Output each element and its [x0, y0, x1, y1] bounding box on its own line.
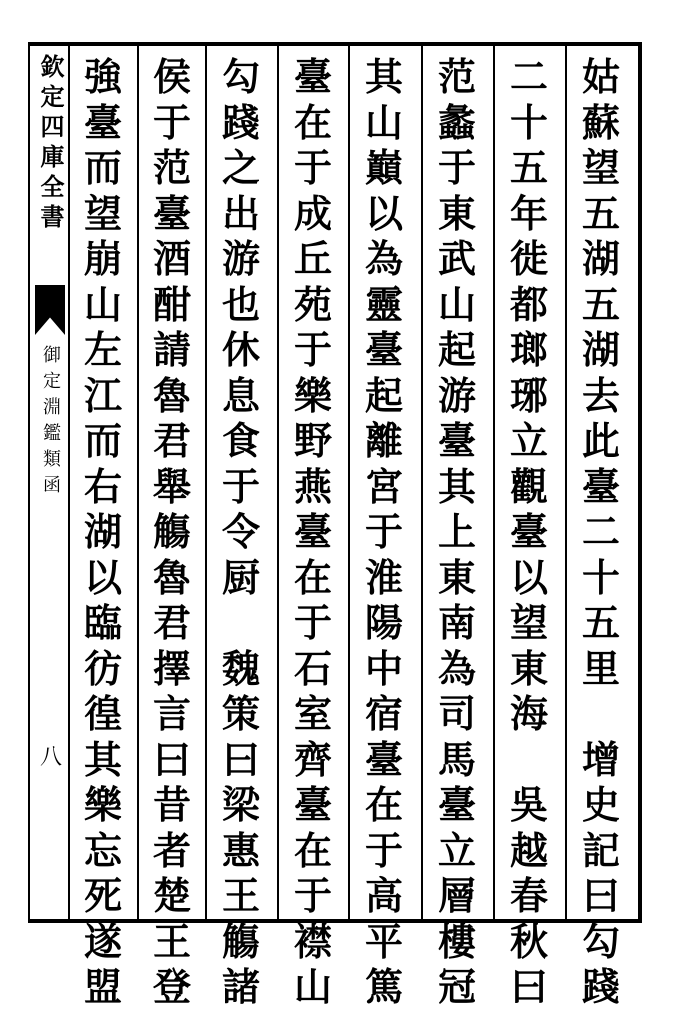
character: 五: [581, 281, 620, 327]
character: 野: [293, 418, 332, 463]
character: 司: [437, 691, 476, 736]
character: 樂: [293, 372, 332, 418]
character: 在: [293, 554, 332, 600]
character: 篤: [364, 964, 403, 1009]
character: 中: [364, 645, 403, 691]
text-column: [426, 54, 488, 1010]
character: 記: [581, 827, 620, 873]
column-rule: [205, 46, 207, 919]
column-rule: [277, 46, 279, 919]
character: 湖: [581, 236, 620, 281]
character: 王: [221, 873, 260, 918]
character: 望: [581, 145, 620, 190]
character: 丘: [293, 236, 332, 281]
column-rule: [493, 46, 495, 919]
character: 在: [364, 782, 403, 827]
character: 酒: [152, 236, 191, 281]
character: 觴: [152, 509, 191, 554]
character: 強: [83, 54, 122, 99]
character: 者: [152, 827, 191, 873]
column-rule: [421, 46, 423, 919]
character: 息: [221, 372, 260, 418]
character: 魯: [152, 554, 191, 600]
character: 陽: [364, 600, 403, 645]
character: 靈: [364, 281, 403, 327]
margin-title-text: 欽定四庫全書: [36, 54, 65, 234]
character: 宮: [364, 463, 403, 509]
character: 東: [437, 190, 476, 236]
character: 蠡: [437, 99, 476, 145]
character: 冠: [437, 964, 476, 1009]
column-rule: [137, 46, 139, 919]
character: 踐: [221, 99, 260, 145]
character: 秋: [509, 918, 548, 964]
character: 彷: [83, 645, 122, 691]
character: 春: [509, 873, 548, 918]
character: 去: [581, 372, 620, 418]
character: 二: [581, 509, 620, 554]
character: 曰: [152, 736, 191, 782]
column-gap: [219, 600, 263, 646]
character: 舉: [152, 463, 191, 509]
frame-top-border: [28, 42, 642, 46]
character: 于: [293, 600, 332, 645]
character: 武: [437, 236, 476, 281]
character: 五: [581, 600, 620, 645]
character: 魯: [152, 372, 191, 418]
margin-subtitle-text: 御定淵鑑類函: [40, 345, 61, 501]
character: 海: [509, 691, 548, 736]
character: 厨: [221, 554, 260, 600]
character: 臺: [364, 327, 403, 372]
character: 君: [152, 418, 191, 463]
character: 平: [364, 918, 403, 964]
character: 于: [364, 509, 403, 554]
character: 崩: [83, 236, 122, 281]
character: 十: [509, 99, 548, 145]
margin-book-title: [34, 54, 66, 234]
character: 臺: [364, 736, 403, 782]
character: 立: [509, 418, 548, 463]
character: 為: [364, 236, 403, 281]
character: 也: [221, 281, 260, 327]
character: 馬: [437, 736, 476, 782]
character: 室: [293, 691, 332, 736]
character: 史: [581, 782, 620, 827]
character: 成: [293, 190, 332, 236]
text-column: [353, 54, 415, 1010]
character: 王: [152, 918, 191, 964]
character: 山: [364, 99, 403, 145]
character: 其: [437, 463, 476, 509]
character: 以: [509, 554, 548, 600]
column-gap: [507, 737, 551, 783]
margin-subtitle: [36, 345, 64, 501]
character: 左: [83, 327, 122, 372]
column-rule: [565, 46, 567, 919]
character: 五: [509, 145, 548, 190]
character: 淮: [364, 554, 403, 600]
character: 山: [293, 964, 332, 1009]
character: 觀: [509, 463, 548, 509]
character: 昔: [152, 782, 191, 827]
character: 起: [364, 372, 403, 418]
character: 于: [364, 827, 403, 873]
character: 瑯: [509, 327, 548, 372]
character: 令: [221, 509, 260, 554]
character: 曰: [509, 964, 548, 1009]
character: 琊: [509, 372, 548, 418]
character: 楚: [152, 873, 191, 918]
character: 于: [293, 873, 332, 918]
character: 此: [581, 418, 620, 463]
character: 惠: [221, 827, 260, 873]
character: 其: [83, 736, 122, 782]
character: 南: [437, 600, 476, 645]
character: 宿: [364, 691, 403, 736]
text-column: [210, 54, 272, 1010]
character: 增: [581, 736, 620, 782]
text-column: [72, 54, 134, 1010]
character: 五: [581, 190, 620, 236]
character: 登: [152, 964, 191, 1009]
character: 休: [221, 327, 260, 372]
character: 石: [293, 645, 332, 691]
character: 觴: [221, 918, 260, 964]
character: 請: [152, 327, 191, 372]
character: 君: [152, 600, 191, 645]
text-column: [141, 54, 203, 1010]
character: 在: [293, 99, 332, 145]
column-rule: [348, 46, 350, 919]
character: 都: [509, 281, 548, 327]
character: 以: [364, 190, 403, 236]
character: 在: [293, 827, 332, 873]
character: 之: [221, 145, 260, 190]
character: 十: [581, 554, 620, 600]
character: 于: [221, 463, 260, 509]
character: 于: [437, 145, 476, 190]
character: 曰: [221, 736, 260, 782]
character: 而: [83, 145, 122, 190]
character: 言: [152, 691, 191, 736]
character: 東: [437, 554, 476, 600]
character: 擇: [152, 645, 191, 691]
fishtail-mark: [35, 285, 65, 335]
character: 山: [83, 281, 122, 327]
column-gap: [579, 691, 623, 737]
character: 勾: [581, 918, 620, 964]
character: 食: [221, 418, 260, 463]
character: 勾: [221, 54, 260, 99]
character: 高: [364, 873, 403, 918]
character: 臨: [83, 600, 122, 645]
character: 于: [152, 99, 191, 145]
character: 層: [437, 873, 476, 918]
character: 里: [581, 645, 620, 691]
character: 年: [509, 190, 548, 236]
character: 望: [509, 600, 548, 645]
character: 曰: [581, 873, 620, 918]
character: 臺: [83, 99, 122, 145]
character: 死: [83, 873, 122, 918]
character: 忘: [83, 827, 122, 873]
text-column: [570, 54, 632, 1010]
character: 二: [509, 54, 548, 99]
column-rule: [68, 46, 70, 919]
character: 湖: [83, 509, 122, 554]
character: 徨: [83, 691, 122, 736]
character: 東: [509, 645, 548, 691]
character: 而: [83, 418, 122, 463]
character: 盟: [83, 964, 122, 1009]
character: 臺: [509, 509, 548, 554]
character: 于: [293, 145, 332, 190]
text-column: [498, 54, 560, 1010]
character: 樓: [437, 918, 476, 964]
character: 樂: [83, 782, 122, 827]
character: 臺: [293, 509, 332, 554]
character: 范: [437, 54, 476, 99]
character: 湖: [581, 327, 620, 372]
character: 越: [509, 827, 548, 873]
frame-right-border: [638, 42, 642, 923]
character: 吳: [509, 782, 548, 827]
folio-number: 八: [40, 745, 63, 770]
character: 范: [152, 145, 191, 190]
character: 游: [437, 372, 476, 418]
character: 遂: [83, 918, 122, 964]
character: 酣: [152, 281, 191, 327]
character: 踐: [581, 964, 620, 1009]
character: 出: [221, 190, 260, 236]
character: 侯: [152, 54, 191, 99]
character: 于: [293, 327, 332, 372]
character: 山: [437, 281, 476, 327]
character: 江: [83, 372, 122, 418]
character: 襟: [293, 918, 332, 964]
character: 游: [221, 236, 260, 281]
character: 為: [437, 645, 476, 691]
character: 魏: [221, 645, 260, 691]
character: 離: [364, 418, 403, 463]
character: 苑: [293, 281, 332, 327]
character: 上: [437, 509, 476, 554]
character: 巔: [364, 145, 403, 190]
character: 蘇: [581, 99, 620, 145]
character: 燕: [293, 463, 332, 509]
margin-left-border: [28, 42, 30, 923]
character: 立: [437, 827, 476, 873]
character: 梁: [221, 782, 260, 827]
character: 臺: [437, 418, 476, 463]
character: 其: [364, 54, 403, 99]
character: 以: [83, 554, 122, 600]
character: 望: [83, 190, 122, 236]
character: 右: [83, 463, 122, 509]
character: 諸: [221, 964, 260, 1009]
character: 策: [221, 691, 260, 736]
character: 起: [437, 327, 476, 372]
character: 臺: [152, 190, 191, 236]
character: 姑: [581, 54, 620, 99]
character: 齊: [293, 736, 332, 782]
character: 臺: [293, 54, 332, 99]
text-column: [282, 54, 344, 1010]
character: 臺: [293, 782, 332, 827]
character: 徙: [509, 236, 548, 281]
character: 臺: [581, 463, 620, 509]
character: 臺: [437, 782, 476, 827]
